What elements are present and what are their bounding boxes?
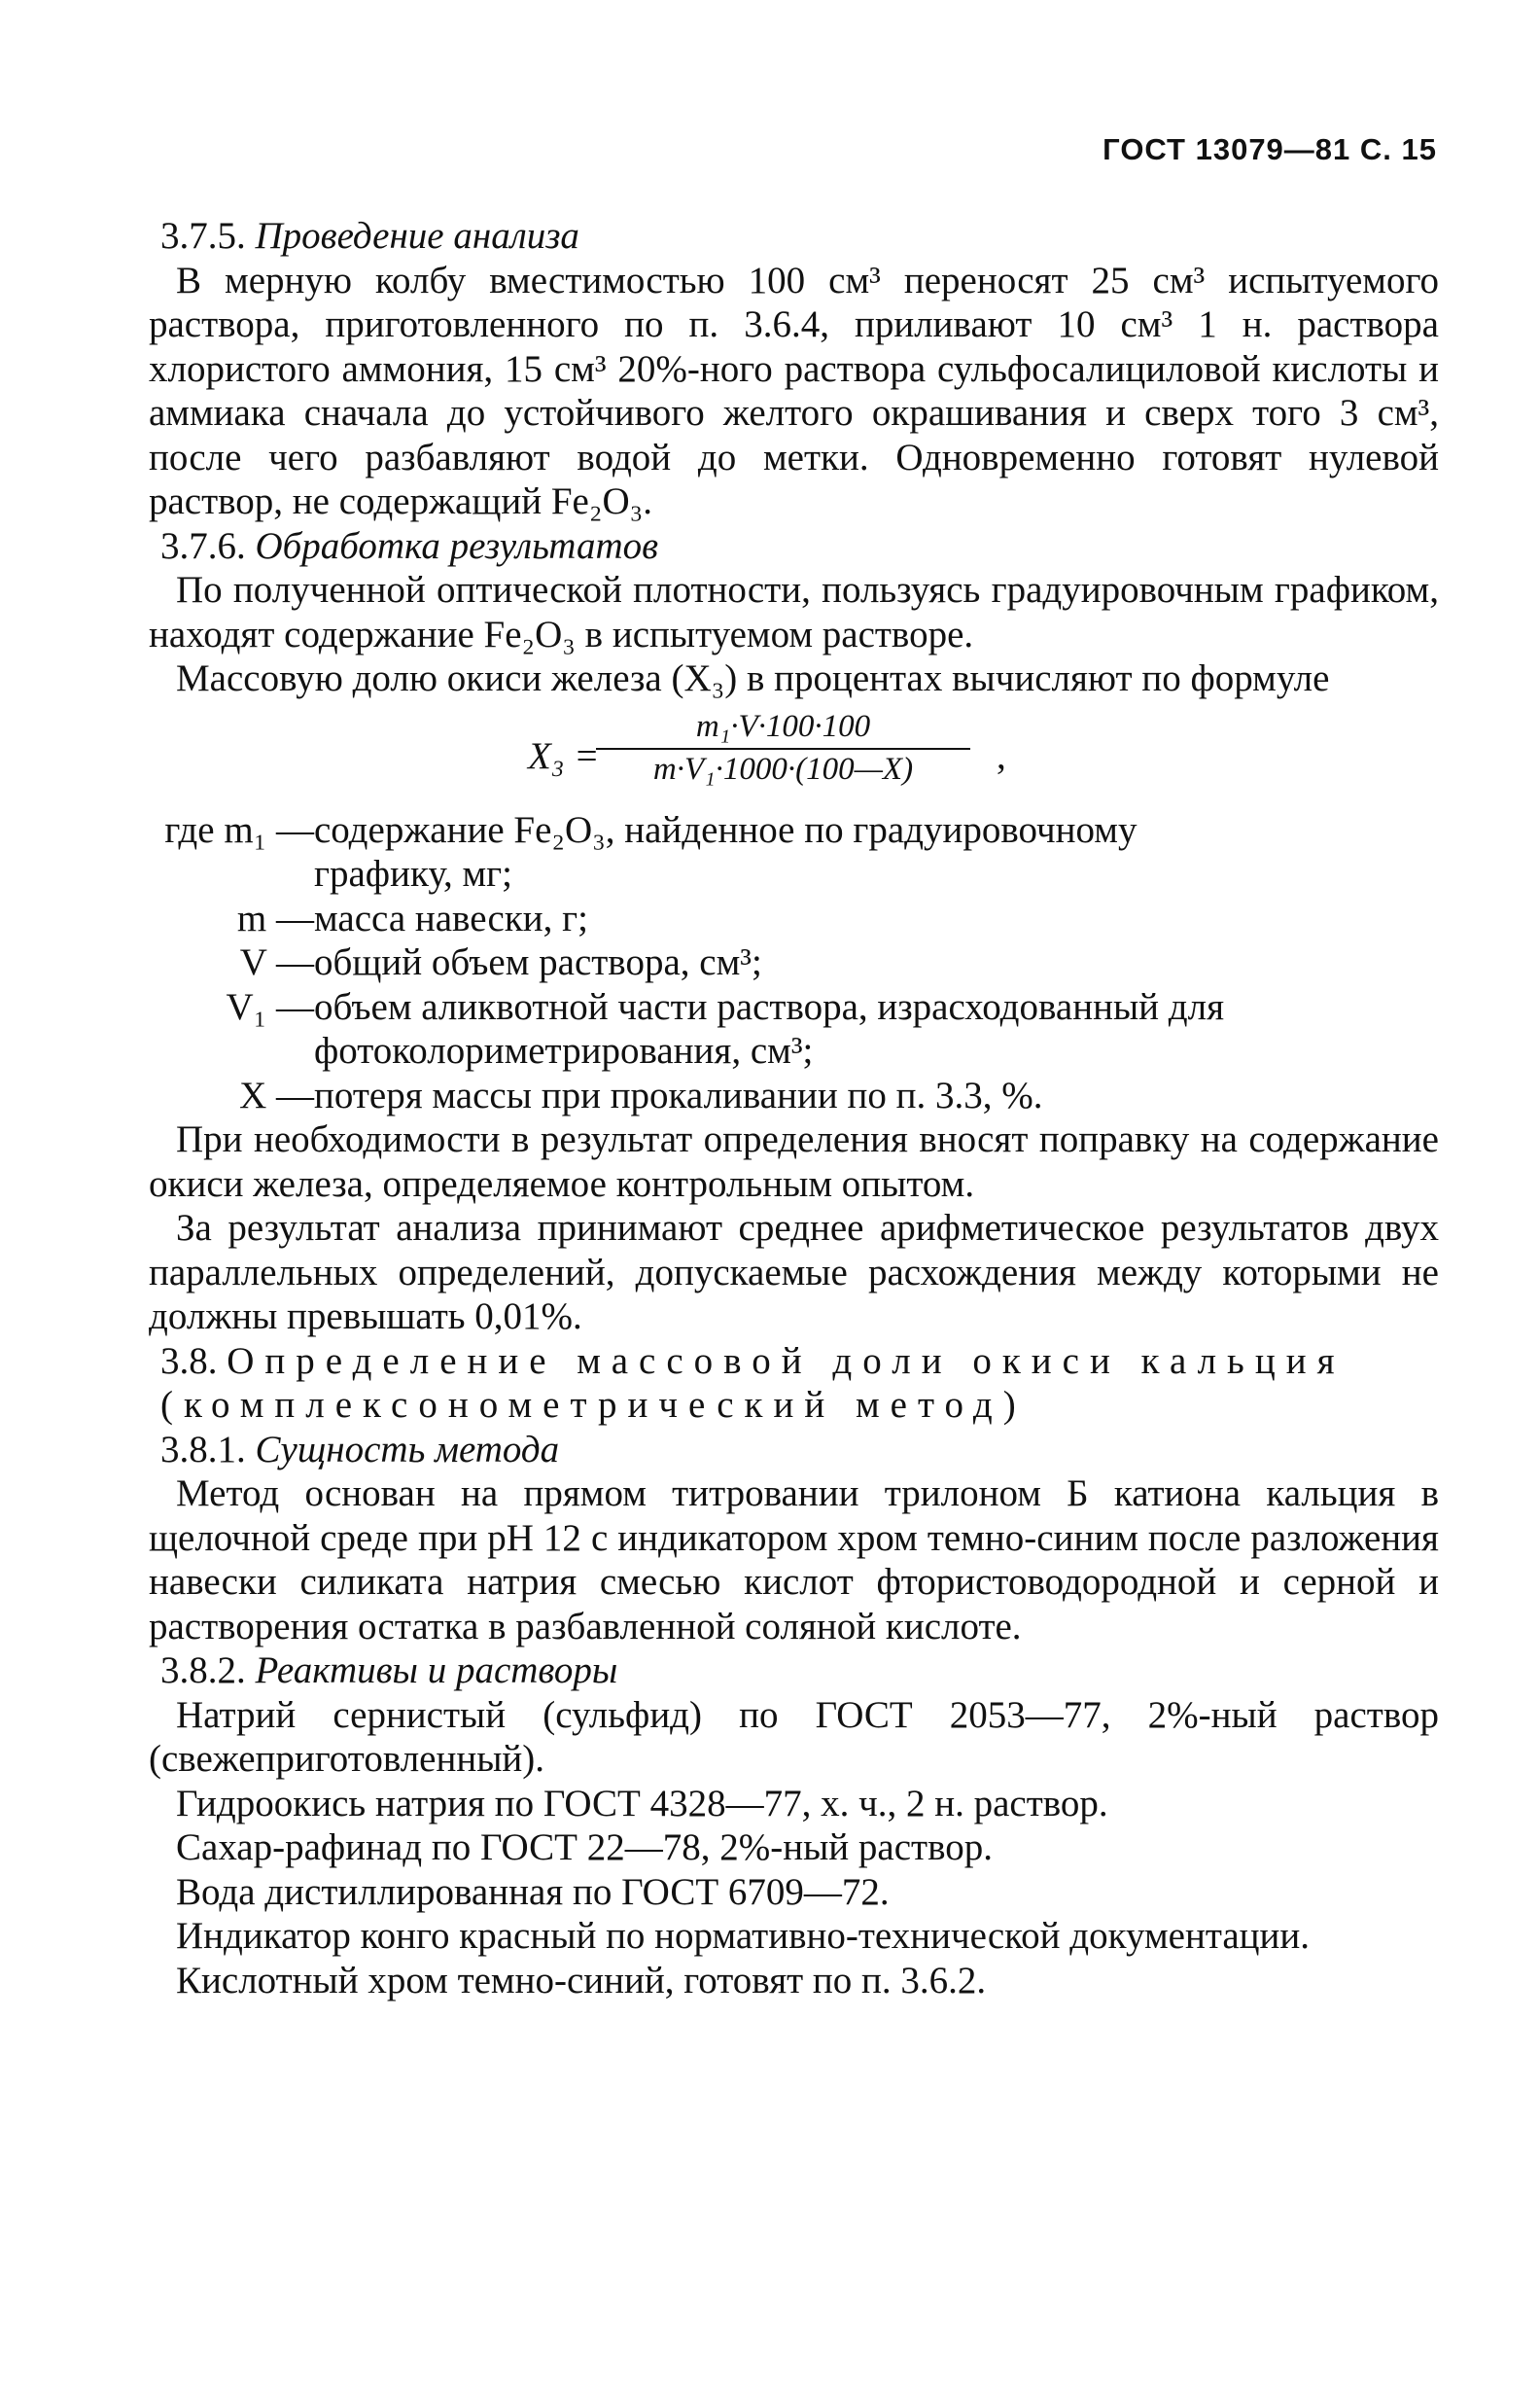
heading-title: Сущность метода: [255, 1428, 560, 1470]
formula: [149, 707, 1439, 804]
reagent-item: Индикатор конго красный по нормативно-технической документации.: [176, 1915, 1311, 1957]
legend-description: масса навески, г;: [314, 897, 588, 939]
heading-title: Проведение анализа: [255, 215, 579, 257]
reagent-item: Сахар-рафинад по ГОСТ 22—78, 2%-ный раствор.: [176, 1826, 993, 1868]
heading-title-spaced: Определение массовой доли окиси кальция (комплексонометрический метод): [160, 1339, 1346, 1426]
legend-row: [149, 808, 1439, 853]
legend-symbol: V₁ —: [226, 985, 314, 1028]
section-heading-3-7-6: [149, 524, 1439, 569]
legend-continuation: фотоколориметрирования, см³;: [314, 1030, 814, 1072]
section-heading-3-8-1: [149, 1428, 1439, 1472]
legend-row: [149, 897, 1439, 941]
paragraph: Метод основан на прямом титровании трилоном Б катиона кальция в щелочной среде при pH 12 с индикатором хром темно-синим после разложения навески силиката натрия смесью кислот фтористоводородной и серной и растворения остатка в разбавленной соляной кислоте.: [149, 1472, 1439, 1647]
paragraph: За результат анализа принимают среднее арифметическое результатов двух параллельных определений, допускаемые расхождения между которыми не должны превышать 0,01%.: [149, 1207, 1439, 1337]
heading-number: 3.8.1.: [160, 1428, 246, 1470]
legend-description: потеря массы при прокаливании по п. 3.3, %.: [314, 1074, 1043, 1116]
legend-symbol: m —: [236, 897, 314, 939]
reagent-item: Вода дистиллированная по ГОСТ 6709—72.: [176, 1870, 890, 1913]
heading-title: Реактивы и растворы: [255, 1649, 618, 1691]
page-body: [149, 214, 1439, 2002]
legend-row: [149, 985, 1439, 1030]
heading-number: 3.8.2.: [160, 1649, 246, 1691]
formula-numerator: m₁·V·100·100: [596, 707, 970, 750]
paragraph: В мерную колбу вместимостью 100 см³ переносят 25 см³ испытуемого раствора, приготовленного по п. 3.6.4, приливают 10 см³ 1 н. раствора хлористого аммония, 15 см³ 20%-ного раствора сульфосалициловой кислоты и аммиака сначала до устойчивого желтого окрашивания и сверх того 3 см³, после чего разбавляют водой до метки. Одновременно готовят нулевой раствор, не содержащий Fe₂O₃.: [149, 259, 1439, 522]
legend-row: [149, 1074, 1439, 1118]
section-heading-3-8: [149, 1339, 1439, 1428]
paragraph: По полученной оптической плотности, пользуясь градуировочным графиком, находят содержание Fe₂O₃ в испытуемом растворе.: [149, 569, 1439, 655]
legend-description: объем аликвотной части раствора, израсходованный для: [314, 985, 1225, 1028]
heading-number: 3.8.: [160, 1339, 218, 1382]
formula-denominator: m·V₁·1000·(100—X): [652, 751, 914, 787]
formula-fraction: [596, 707, 970, 789]
reagent-item: Кислотный хром темно-синий, готовят по п. 3.6.2.: [176, 1959, 987, 2001]
legend-description: содержание Fe₂O₃, найденное по градуировочному: [314, 808, 1138, 851]
legend-symbol: X —: [239, 1074, 314, 1116]
reagent-item: Натрий сернистый (сульфид) по ГОСТ 2053—77, 2%-ный раствор (свежеприготовленный).: [149, 1693, 1439, 1780]
formula-lhs: X₃ =: [528, 734, 600, 777]
formula-comma: ,: [997, 734, 1006, 777]
running-header: ГОСТ 13079—81 С. 15: [1102, 132, 1437, 166]
heading-number: 3.7.6.: [160, 524, 246, 567]
heading-title: Обработка результатов: [255, 524, 659, 567]
section-heading-3-7-5: [149, 214, 1439, 259]
legend-symbol: V —: [239, 941, 314, 983]
legend-description: общий объем раствора, см³;: [314, 941, 762, 983]
legend-row: [149, 940, 1439, 985]
legend-symbol: где m₁ —: [164, 808, 314, 851]
paragraph: При необходимости в результат определения вносят поправку на содержание окиси железа, определяемое контрольным опытом.: [149, 1118, 1439, 1205]
legend-continuation: графику, мг;: [314, 853, 512, 895]
paragraph: Массовую долю окиси железа (X₃) в процентах вычисляют по формуле: [176, 657, 1330, 699]
reagent-item: Гидроокись натрия по ГОСТ 4328—77, х. ч., 2 н. раствор.: [176, 1782, 1108, 1824]
section-heading-3-8-2: [149, 1648, 1439, 1693]
heading-number: 3.7.5.: [160, 215, 246, 257]
